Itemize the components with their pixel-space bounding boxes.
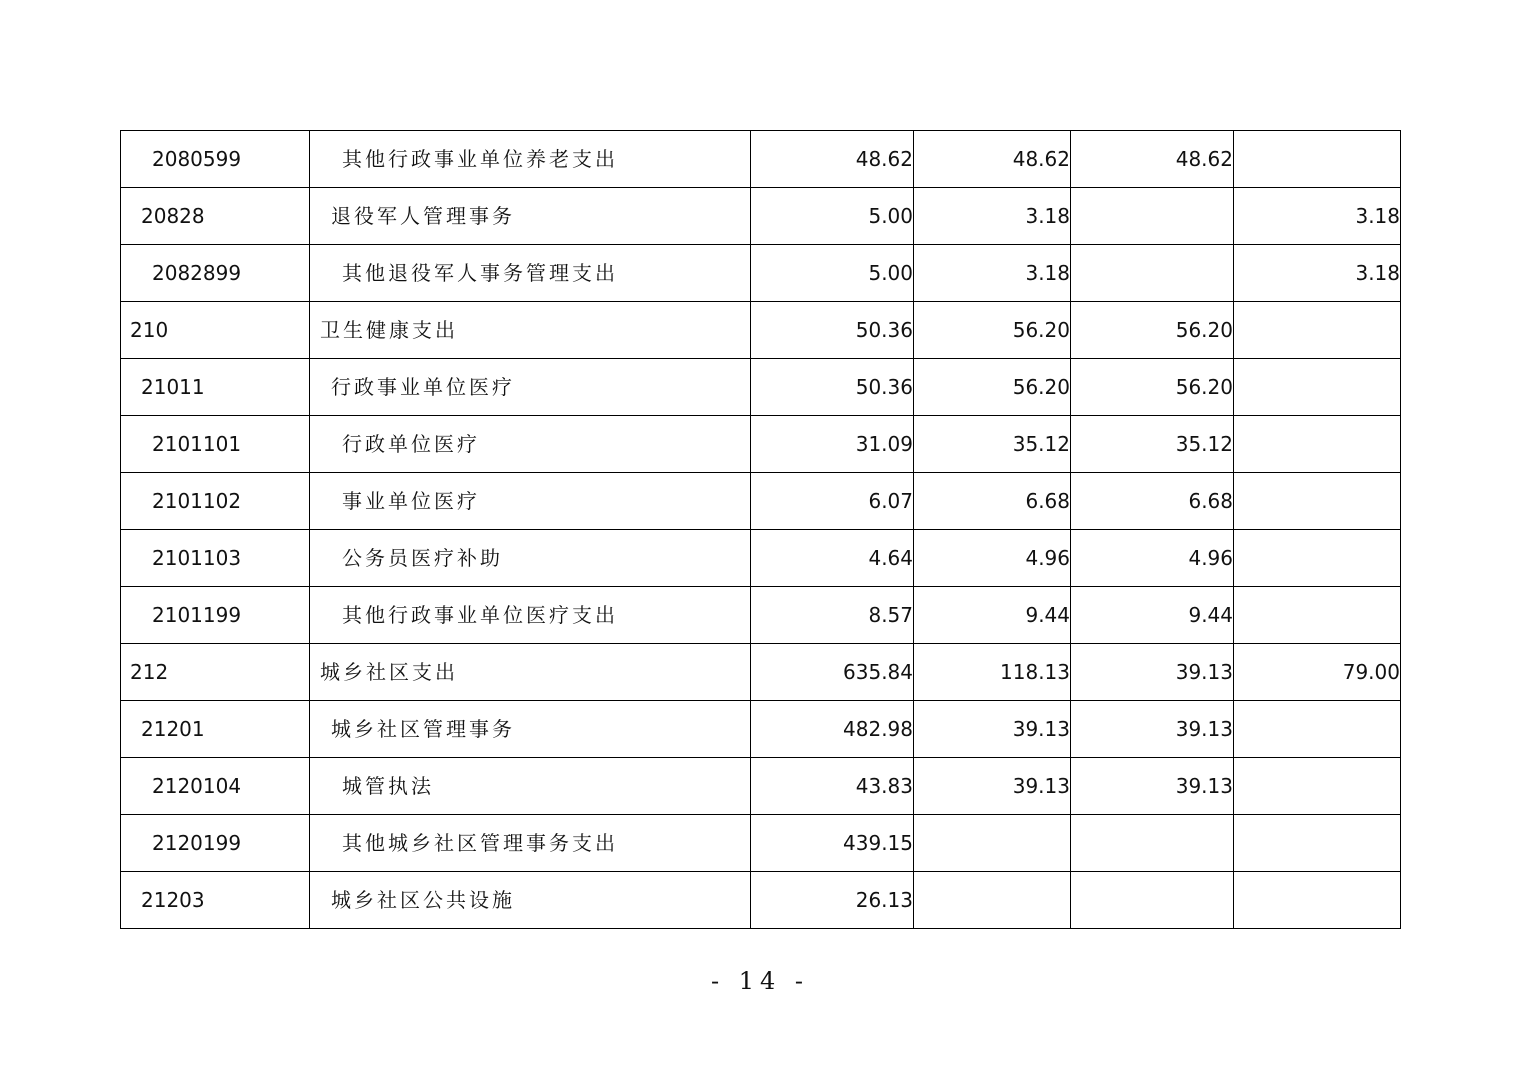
cell-amount-col1: 48.62: [751, 131, 914, 188]
cell-subject-name: 公务员医疗补助: [310, 530, 751, 587]
cell-subject-code: 2101102: [121, 473, 310, 530]
cell-subject-code: 210: [121, 302, 310, 359]
cell-amount-col3: 48.62: [1071, 131, 1234, 188]
cell-amount-col3: [1071, 872, 1234, 929]
cell-amount-col4: [1234, 758, 1401, 815]
cell-amount-col1: 5.00: [751, 245, 914, 302]
cell-subject-code: 2101199: [121, 587, 310, 644]
cell-subject-name: 城乡社区公共设施: [310, 872, 751, 929]
cell-subject-code: 2080599: [121, 131, 310, 188]
cell-amount-col3: 39.13: [1071, 701, 1234, 758]
cell-amount-col4: [1234, 815, 1401, 872]
cell-amount-col2: 39.13: [914, 701, 1071, 758]
cell-amount-col3: 35.12: [1071, 416, 1234, 473]
cell-amount-col2: 39.13: [914, 758, 1071, 815]
table-row: [121, 188, 1401, 245]
cell-amount-col2: [914, 872, 1071, 929]
cell-amount-col3: [1071, 815, 1234, 872]
cell-subject-name: 其他退役军人事务管理支出: [310, 245, 751, 302]
cell-amount-col4: 3.18: [1234, 188, 1401, 245]
cell-amount-col2: 9.44: [914, 587, 1071, 644]
cell-amount-col2: 4.96: [914, 530, 1071, 587]
cell-amount-col2: 56.20: [914, 359, 1071, 416]
cell-subject-code: 21201: [121, 701, 310, 758]
cell-amount-col1: 26.13: [751, 872, 914, 929]
table-row: [121, 644, 1401, 701]
cell-amount-col1: 439.15: [751, 815, 914, 872]
cell-subject-code: 2120199: [121, 815, 310, 872]
cell-amount-col2: 118.13: [914, 644, 1071, 701]
cell-amount-col1: 5.00: [751, 188, 914, 245]
table-row: [121, 530, 1401, 587]
cell-amount-col1: 6.07: [751, 473, 914, 530]
cell-amount-col3: 6.68: [1071, 473, 1234, 530]
cell-amount-col2: [914, 815, 1071, 872]
cell-subject-name: 事业单位医疗: [310, 473, 751, 530]
cell-amount-col1: 50.36: [751, 302, 914, 359]
cell-amount-col4: [1234, 587, 1401, 644]
cell-subject-name: 城管执法: [310, 758, 751, 815]
cell-amount-col4: [1234, 701, 1401, 758]
table-row: [121, 758, 1401, 815]
cell-amount-col4: [1234, 530, 1401, 587]
cell-amount-col3: [1071, 188, 1234, 245]
cell-amount-col1: 635.84: [751, 644, 914, 701]
cell-amount-col2: 35.12: [914, 416, 1071, 473]
cell-amount-col4: [1234, 302, 1401, 359]
cell-subject-code: 21203: [121, 872, 310, 929]
cell-amount-col3: 56.20: [1071, 302, 1234, 359]
cell-amount-col1: 43.83: [751, 758, 914, 815]
cell-amount-col3: 39.13: [1071, 758, 1234, 815]
budget-expenditure-table: [120, 130, 1401, 929]
table-row: [121, 701, 1401, 758]
cell-amount-col1: 482.98: [751, 701, 914, 758]
cell-subject-name: 城乡社区支出: [310, 644, 751, 701]
cell-amount-col2: 56.20: [914, 302, 1071, 359]
cell-subject-name: 其他行政事业单位医疗支出: [310, 587, 751, 644]
cell-amount-col3: 9.44: [1071, 587, 1234, 644]
cell-amount-col2: 3.18: [914, 188, 1071, 245]
table-row: [121, 815, 1401, 872]
cell-amount-col3: 39.13: [1071, 644, 1234, 701]
table-row: [121, 245, 1401, 302]
cell-subject-code: 212: [121, 644, 310, 701]
cell-amount-col2: 48.62: [914, 131, 1071, 188]
cell-subject-name: 其他行政事业单位养老支出: [310, 131, 751, 188]
cell-amount-col3: [1071, 245, 1234, 302]
cell-amount-col1: 31.09: [751, 416, 914, 473]
table-body: [121, 131, 1401, 929]
cell-subject-name: 卫生健康支出: [310, 302, 751, 359]
cell-amount-col3: 56.20: [1071, 359, 1234, 416]
cell-amount-col3: 4.96: [1071, 530, 1234, 587]
table-row: [121, 416, 1401, 473]
cell-amount-col4: [1234, 416, 1401, 473]
cell-amount-col4: 79.00: [1234, 644, 1401, 701]
table-row: [121, 473, 1401, 530]
cell-subject-code: 21011: [121, 359, 310, 416]
cell-amount-col1: 8.57: [751, 587, 914, 644]
table-row: [121, 131, 1401, 188]
cell-amount-col4: [1234, 872, 1401, 929]
table-row: [121, 587, 1401, 644]
cell-amount-col4: [1234, 131, 1401, 188]
cell-amount-col2: 3.18: [914, 245, 1071, 302]
cell-subject-code: 2101103: [121, 530, 310, 587]
cell-subject-name: 行政单位医疗: [310, 416, 751, 473]
cell-amount-col1: 4.64: [751, 530, 914, 587]
cell-amount-col4: [1234, 473, 1401, 530]
cell-subject-name: 行政事业单位医疗: [310, 359, 751, 416]
cell-subject-code: 20828: [121, 188, 310, 245]
cell-subject-code: 2120104: [121, 758, 310, 815]
table-row: [121, 302, 1401, 359]
cell-amount-col2: 6.68: [914, 473, 1071, 530]
table-row: [121, 359, 1401, 416]
cell-subject-name: 城乡社区管理事务: [310, 701, 751, 758]
cell-amount-col4: [1234, 359, 1401, 416]
cell-amount-col1: 50.36: [751, 359, 914, 416]
page-number: - 14 -: [710, 967, 809, 995]
cell-subject-name: 其他城乡社区管理事务支出: [310, 815, 751, 872]
cell-amount-col4: 3.18: [1234, 245, 1401, 302]
cell-subject-code: 2101101: [121, 416, 310, 473]
cell-subject-code: 2082899: [121, 245, 310, 302]
table-row: [121, 872, 1401, 929]
cell-subject-name: 退役军人管理事务: [310, 188, 751, 245]
